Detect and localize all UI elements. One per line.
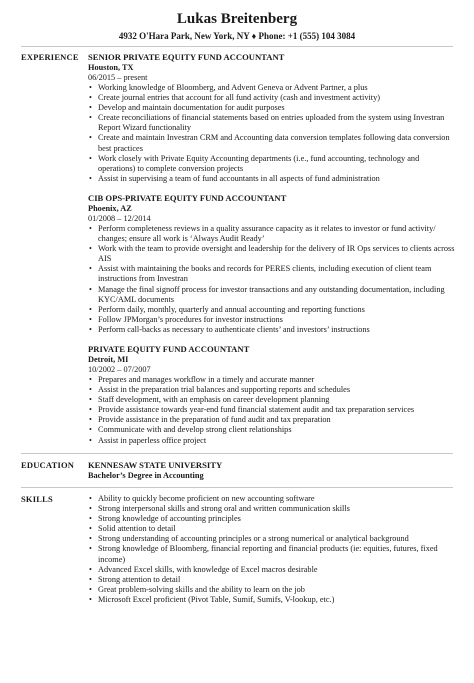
job-bullet: • Working knowledge of Bloomberg, and Advent Geneva or Advent Partner, a plus xyxy=(88,83,458,93)
job-dates: 06/2015 – present xyxy=(88,73,148,82)
job-bullet: • Create reconciliations of financial statements based on entries uploaded from the system using Investran Report Wizard functionality xyxy=(88,113,458,133)
job-bullet: • Perform daily, monthly, quarterly and annual accounting and reporting functions xyxy=(88,305,458,315)
job-bullet: • Communicate with and develop strong client relationships xyxy=(88,425,458,435)
job-bullets xyxy=(88,375,458,446)
job-bullet: • Perform completeness reviews in a quality assurance capacity as it relates to investor or fund activity/ changes; ensure all work is ‘Always Audit Ready’ xyxy=(88,224,458,244)
skills-list xyxy=(88,494,458,605)
job-bullet: • Create and maintain Investran CRM and Accounting data conversion templates following data conversion best practices xyxy=(88,133,458,153)
job-bullet: • Assist in supervising a team of fund accountants in all aspects of fund administration xyxy=(88,174,458,184)
experience-body xyxy=(88,52,458,446)
resume-header xyxy=(0,0,474,42)
job-title: PRIVATE EQUITY FUND ACCOUNTANT xyxy=(88,343,250,354)
job-bullet: • Work with the team to provide oversight and leadership for the delivery of IR Ops services to clients across AIS xyxy=(88,244,458,264)
education-divider xyxy=(21,487,453,488)
skill-item: • Microsoft Excel proficient (Pivot Table, Sumif, Sumifs, V-lookup, etc.) xyxy=(88,595,458,605)
experience-label: EXPERIENCE xyxy=(21,52,79,62)
job-entry xyxy=(88,344,458,446)
job-bullet: • Follow JPMorgan’s procedures for investor instructions xyxy=(88,315,458,325)
header-divider xyxy=(21,46,453,47)
job-bullet: • Develop and maintain documentation for audit purposes xyxy=(88,103,458,113)
job-bullet: • Perform call-backs as necessary to authenticate clients’ and investors’ instructions xyxy=(88,325,458,335)
skill-item: • Ability to quickly become proficient on new accounting software xyxy=(88,494,458,504)
experience-divider xyxy=(21,453,453,454)
job-bullet: • Assist in paperless office project xyxy=(88,436,458,446)
skill-item: • Solid attention to detail xyxy=(88,524,458,534)
job-bullet: • Provide assistance towards year-end fund financial statement audit and tax preparation services xyxy=(88,405,458,415)
job-title: CIB OPS-PRIVATE EQUITY FUND ACCOUNTANT xyxy=(88,192,287,203)
job-bullet: • Manage the final signoff process for investor transactions and any outstanding documentation, including KYC/AML documents xyxy=(88,285,458,305)
skills-label: SKILLS xyxy=(21,494,53,504)
skill-item: • Strong knowledge of Bloomberg, financial reporting and financial products (ie: equities, futures, fixed income) xyxy=(88,544,458,564)
job-bullet: • Assist with maintaining the books and records for PERES clients, including execution of client team instructions from Investran xyxy=(88,264,458,284)
job-title: SENIOR PRIVATE EQUITY FUND ACCOUNTANT xyxy=(88,52,285,62)
education-body xyxy=(88,460,458,481)
skill-item: • Advanced Excel skills, with knowledge of Excel macros desirable xyxy=(88,565,458,575)
skill-item: • Strong interpersonal skills and strong oral and written communication skills xyxy=(88,504,458,514)
job-bullet: • Create journal entries that account for all fund activity (cash and investment activity) xyxy=(88,93,458,103)
job-bullet: • Assist in the preparation trial balances and supporting reports and schedules xyxy=(88,385,458,395)
job-entry xyxy=(88,193,458,335)
job-bullets xyxy=(88,224,458,335)
job-bullets xyxy=(88,83,458,184)
job-location: Houston, TX xyxy=(88,63,134,72)
skill-item: • Strong attention to detail xyxy=(88,575,458,585)
skill-item: • Great problem-solving skills and the ability to learn on the job xyxy=(88,585,458,595)
skills-body xyxy=(88,494,458,605)
school-name: KENNESAW STATE UNIVERSITY xyxy=(88,460,223,470)
candidate-name: Lukas Breitenberg xyxy=(176,11,298,27)
job-bullet: • Staff development, with an emphasis on career development planning xyxy=(88,395,458,405)
skill-item: • Strong knowledge of accounting principles xyxy=(88,514,458,524)
job-entry xyxy=(88,52,458,184)
job-dates: 01/2008 – 12/2014 xyxy=(88,213,151,223)
contact-line: 4932 O'Hara Park, New York, NY ♦ Phone: +1 (555) 104 3084 xyxy=(118,31,356,41)
education-label: EDUCATION xyxy=(21,460,75,470)
skill-item: • Strong understanding of accounting principles or a strong numerical or analytical background xyxy=(88,534,458,544)
job-bullet: • Prepares and manages workflow in a timely and accurate manner xyxy=(88,375,458,385)
degree: Bachelor’s Degree in Accounting xyxy=(88,471,204,480)
job-location: Detroit, MI xyxy=(88,354,129,364)
job-bullet: • Provide assistance in the preparation of fund audit and tax preparation xyxy=(88,415,458,425)
job-location: Phoenix, AZ xyxy=(88,203,132,213)
job-bullet: • Work closely with Private Equity Accounting departments (i.e., fund accounting, technology and operations) to complete conversion projects xyxy=(88,154,458,174)
job-dates: 10/2002 – 07/2007 xyxy=(88,364,151,374)
